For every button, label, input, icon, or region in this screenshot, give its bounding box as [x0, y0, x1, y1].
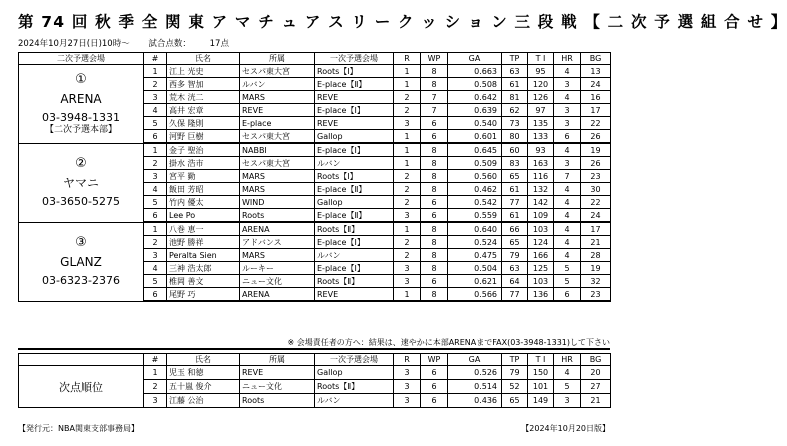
- cell-club: ARENA: [240, 222, 315, 236]
- alt-cell-name: 江藤 公治: [167, 394, 240, 408]
- footer-publisher: 【発行元：NBA関東支部事務局】: [18, 424, 139, 433]
- cell-num: 6: [144, 288, 167, 302]
- cell-hr: 3: [554, 157, 581, 170]
- footer-edition: 【2024年10月20日版】: [521, 424, 610, 433]
- cell-tp: 60: [502, 143, 528, 157]
- cell-bg: 26: [581, 130, 611, 144]
- cell-r: 2: [394, 183, 421, 196]
- cell-hr: 5: [554, 275, 581, 288]
- cell-ti: 142: [528, 196, 554, 209]
- header-row: [19, 53, 611, 65]
- cell-num: 2: [144, 157, 167, 170]
- cell-r: 2: [394, 196, 421, 209]
- cell-bg: 17: [581, 222, 611, 236]
- alt-cell-ti: 150: [528, 366, 554, 380]
- cell-wp: 8: [421, 262, 448, 275]
- alt-cell-prelim: ルバン: [315, 394, 394, 408]
- cell-r: 3: [394, 275, 421, 288]
- cell-wp: 6: [421, 209, 448, 223]
- cell-r: 2: [394, 104, 421, 117]
- cell-tp: 66: [502, 222, 528, 236]
- cell-num: 5: [144, 117, 167, 130]
- cell-tp: 65: [502, 236, 528, 249]
- cell-wp: 8: [421, 288, 448, 302]
- cell-club: WIND: [240, 196, 315, 209]
- cell-ti: 103: [528, 222, 554, 236]
- alt-cell-wp: 6: [421, 380, 448, 394]
- col-wp: WP: [421, 53, 448, 65]
- venue-cell: [19, 143, 144, 222]
- bracket-table: [18, 52, 611, 302]
- col-r: R: [394, 53, 421, 65]
- cell-ga: 0.566: [448, 288, 502, 302]
- alt-cell-prelim: Roots【Ⅱ】: [315, 380, 394, 394]
- cell-name: 荒木 洸二: [167, 91, 240, 104]
- cell-tp: 63: [502, 262, 528, 275]
- cell-wp: 8: [421, 222, 448, 236]
- cell-bg: 22: [581, 196, 611, 209]
- cell-ga: 0.462: [448, 183, 502, 196]
- table-row: [19, 366, 611, 380]
- cell-prelim: ルバン: [315, 249, 394, 262]
- cell-bg: 23: [581, 170, 611, 183]
- cell-club: セスパ東大宮: [240, 130, 315, 144]
- cell-ti: 116: [528, 170, 554, 183]
- cell-name: 久保 隆則: [167, 117, 240, 130]
- cell-club: セスパ東大宮: [240, 157, 315, 170]
- cell-ti: 120: [528, 78, 554, 91]
- col-club: 所属: [240, 53, 315, 65]
- cell-club: E-place: [240, 117, 315, 130]
- venue-cell: [19, 65, 144, 144]
- cell-tp: 77: [502, 288, 528, 302]
- alt-cell-club: REVE: [240, 366, 315, 380]
- cell-hr: 4: [554, 65, 581, 78]
- cell-num: 5: [144, 275, 167, 288]
- cell-ga: 0.559: [448, 209, 502, 223]
- cell-ga: 0.475: [448, 249, 502, 262]
- cell-wp: 8: [421, 249, 448, 262]
- cell-prelim: E-place【Ⅰ】: [315, 236, 394, 249]
- cell-ga: 0.640: [448, 222, 502, 236]
- cell-hr: 7: [554, 170, 581, 183]
- cell-hr: 6: [554, 130, 581, 144]
- alt-cell-r: 3: [394, 380, 421, 394]
- cell-num: 1: [144, 65, 167, 78]
- alt-cell-num: 1: [144, 366, 167, 380]
- cell-prelim: E-place【Ⅰ】: [315, 104, 394, 117]
- cell-hr: 3: [554, 117, 581, 130]
- cell-ti: 93: [528, 143, 554, 157]
- cell-tp: 61: [502, 78, 528, 91]
- cell-club: Roots: [240, 209, 315, 223]
- cell-hr: 5: [554, 262, 581, 275]
- cell-wp: 8: [421, 236, 448, 249]
- cell-wp: 8: [421, 183, 448, 196]
- col-name: 氏名: [167, 53, 240, 65]
- cell-hr: 4: [554, 222, 581, 236]
- cell-wp: 8: [421, 65, 448, 78]
- cell-club: ARENA: [240, 288, 315, 302]
- cell-num: 3: [144, 170, 167, 183]
- alt-cell-tp: 52: [502, 380, 528, 394]
- alt-col-num: #: [144, 354, 167, 366]
- cell-num: 2: [144, 236, 167, 249]
- cell-num: 5: [144, 196, 167, 209]
- cell-num: 1: [144, 143, 167, 157]
- venue-phone: 03-3948-1331: [42, 110, 120, 124]
- alt-cell-ti: 101: [528, 380, 554, 394]
- cell-ga: 0.540: [448, 117, 502, 130]
- cell-name: 竹内 優太: [167, 196, 240, 209]
- alt-col-name: 氏名: [167, 354, 240, 366]
- alt-col-r: R: [394, 354, 421, 366]
- cell-ti: 97: [528, 104, 554, 117]
- page-title: 第 74 回 秋 季 全 関 東 ア マ チ ュ ア ス リ ー ク ッ シ ョ ン 三 段 戦 【 二 次 予 選 組 合 せ 】: [18, 13, 787, 31]
- cell-hr: 4: [554, 249, 581, 262]
- alt-cell-num: 3: [144, 394, 167, 408]
- cell-wp: 6: [421, 275, 448, 288]
- cell-ti: 135: [528, 117, 554, 130]
- venue-phone: 03-6323-2376: [42, 274, 120, 288]
- alt-cell-name: 児玉 和徳: [167, 366, 240, 380]
- cell-prelim: REVE: [315, 288, 394, 302]
- section-divider: [18, 348, 610, 350]
- cell-ga: 0.645: [448, 143, 502, 157]
- cell-tp: 77: [502, 196, 528, 209]
- venue-symbol: ①: [75, 71, 87, 87]
- cell-bg: 19: [581, 262, 611, 275]
- cell-tp: 83: [502, 157, 528, 170]
- col-hr: HR: [554, 53, 581, 65]
- cell-prelim: ルバン: [315, 157, 394, 170]
- cell-club: MARS: [240, 91, 315, 104]
- cell-ti: 95: [528, 65, 554, 78]
- alt-cell-hr: 5: [554, 380, 581, 394]
- cell-ga: 0.524: [448, 236, 502, 249]
- cell-hr: 4: [554, 143, 581, 157]
- cell-prelim: E-place【Ⅱ】: [315, 209, 394, 223]
- cell-tp: 73: [502, 117, 528, 130]
- col-prelim: 一次予選会場: [315, 53, 394, 65]
- cell-ti: 124: [528, 236, 554, 249]
- col-ti: T I: [528, 53, 554, 65]
- cell-num: 3: [144, 249, 167, 262]
- alt-cell-hr: 4: [554, 366, 581, 380]
- cell-prelim: REVE: [315, 91, 394, 104]
- cell-ti: 103: [528, 275, 554, 288]
- alt-col-club: 所属: [240, 354, 315, 366]
- alt-cell-bg: 27: [581, 380, 611, 394]
- alt-col-hr: HR: [554, 354, 581, 366]
- cell-bg: 22: [581, 117, 611, 130]
- cell-bg: 13: [581, 65, 611, 78]
- notice-text: ※ 会場責任者の方へ：結果は、速やかに本部ARENAまでFAX(03-3948-1331)して下さい: [287, 338, 610, 347]
- cell-name: 三神 浩太郎: [167, 262, 240, 275]
- cell-bg: 17: [581, 104, 611, 117]
- table-row: [19, 65, 611, 78]
- cell-bg: 21: [581, 236, 611, 249]
- cell-name: 掛水 浩市: [167, 157, 240, 170]
- cell-tp: 61: [502, 183, 528, 196]
- cell-ga: 0.542: [448, 196, 502, 209]
- alt-cell-prelim: Gallop: [315, 366, 394, 380]
- cell-name: 江上 光史: [167, 65, 240, 78]
- cell-name: Lee Po: [167, 209, 240, 223]
- cell-prelim: Gallop: [315, 130, 394, 144]
- cell-r: 3: [394, 262, 421, 275]
- cell-hr: 4: [554, 236, 581, 249]
- venue-name: ARENA: [60, 91, 102, 106]
- cell-wp: 6: [421, 117, 448, 130]
- cell-tp: 63: [502, 65, 528, 78]
- cell-hr: 3: [554, 78, 581, 91]
- cell-num: 6: [144, 130, 167, 144]
- cell-wp: 7: [421, 104, 448, 117]
- cell-name: 池野 勝祥: [167, 236, 240, 249]
- alt-cell-wp: 6: [421, 366, 448, 380]
- cell-r: 2: [394, 170, 421, 183]
- cell-wp: 6: [421, 130, 448, 144]
- cell-club: MARS: [240, 183, 315, 196]
- table-row: [19, 222, 611, 236]
- cell-num: 2: [144, 78, 167, 91]
- alt-col-tp: TP: [502, 354, 528, 366]
- cell-name: 高井 宏章: [167, 104, 240, 117]
- alt-col-prelim: 一次予選会場: [315, 354, 394, 366]
- cell-r: 1: [394, 65, 421, 78]
- cell-name: 飯田 芳昭: [167, 183, 240, 196]
- col-num: #: [144, 53, 167, 65]
- alt-cell-bg: 20: [581, 366, 611, 380]
- alt-cell-wp: 6: [421, 394, 448, 408]
- cell-prelim: Roots【Ⅱ】: [315, 222, 394, 236]
- cell-bg: 28: [581, 249, 611, 262]
- alt-header-row: [19, 354, 611, 366]
- venue-symbol: ③: [75, 235, 87, 250]
- footer: [18, 423, 610, 434]
- alt-cell-ga: 0.526: [448, 366, 502, 380]
- alt-cell-name: 五十嵐 俊介: [167, 380, 240, 394]
- cell-r: 2: [394, 91, 421, 104]
- col-ga: GA: [448, 53, 502, 65]
- cell-ti: 133: [528, 130, 554, 144]
- event-meta: [18, 37, 245, 49]
- cell-ti: 132: [528, 183, 554, 196]
- cell-hr: 4: [554, 196, 581, 209]
- alternates-table: [18, 353, 611, 408]
- cell-tp: 81: [502, 91, 528, 104]
- col-bg: BG: [581, 53, 611, 65]
- cell-name: 八巻 恵一: [167, 222, 240, 236]
- cell-r: 1: [394, 143, 421, 157]
- alt-col-ti: T I: [528, 354, 554, 366]
- cell-prelim: E-place【Ⅱ】: [315, 78, 394, 91]
- cell-r: 1: [394, 130, 421, 144]
- cell-hr: 4: [554, 91, 581, 104]
- cell-num: 4: [144, 183, 167, 196]
- cell-ga: 0.642: [448, 91, 502, 104]
- cell-ti: 136: [528, 288, 554, 302]
- cell-club: ルーキー: [240, 262, 315, 275]
- cell-bg: 16: [581, 91, 611, 104]
- cell-hr: 4: [554, 209, 581, 223]
- cell-r: 2: [394, 249, 421, 262]
- cell-ti: 109: [528, 209, 554, 223]
- alt-cell-ga: 0.514: [448, 380, 502, 394]
- event-date: 2024年10月27日(日)10時～: [18, 39, 130, 49]
- alternates-label: 次点順位: [19, 366, 144, 408]
- cell-bg: 23: [581, 288, 611, 302]
- cell-name: 金子 聖治: [167, 143, 240, 157]
- cell-wp: 8: [421, 170, 448, 183]
- alt-cell-tp: 65: [502, 394, 528, 408]
- cell-r: 1: [394, 288, 421, 302]
- cell-club: セスパ東大宮: [240, 65, 315, 78]
- alt-cell-bg: 21: [581, 394, 611, 408]
- alt-cell-ga: 0.436: [448, 394, 502, 408]
- cell-ti: 166: [528, 249, 554, 262]
- venue-name: GLANZ: [60, 255, 102, 270]
- alt-col-ga: GA: [448, 354, 502, 366]
- cell-name: 西多 智加: [167, 78, 240, 91]
- cell-ga: 0.509: [448, 157, 502, 170]
- cell-tp: 61: [502, 209, 528, 223]
- cell-prelim: Roots【Ⅱ】: [315, 275, 394, 288]
- cell-bg: 24: [581, 209, 611, 223]
- alt-cell-tp: 79: [502, 366, 528, 380]
- cell-ti: 125: [528, 262, 554, 275]
- alt-col-wp: WP: [421, 354, 448, 366]
- cell-club: MARS: [240, 249, 315, 262]
- venue-symbol: ②: [75, 156, 87, 171]
- col-venue: 二次予選会場: [19, 53, 144, 65]
- cell-hr: 3: [554, 104, 581, 117]
- cell-wp: 8: [421, 78, 448, 91]
- venue-note: 【二次予選本部】: [44, 124, 117, 135]
- cell-bg: 19: [581, 143, 611, 157]
- cell-club: NABBI: [240, 143, 315, 157]
- cell-prelim: E-place【Ⅱ】: [315, 183, 394, 196]
- alt-cell-r: 3: [394, 366, 421, 380]
- cell-prelim: Roots【Ⅰ】: [315, 65, 394, 78]
- cell-tp: 79: [502, 249, 528, 262]
- cell-num: 4: [144, 262, 167, 275]
- venue-cell: [19, 222, 144, 301]
- cell-ti: 126: [528, 91, 554, 104]
- cell-club: ルバン: [240, 78, 315, 91]
- cell-r: 1: [394, 157, 421, 170]
- table-row: [19, 143, 611, 157]
- cell-prelim: E-place【Ⅰ】: [315, 262, 394, 275]
- cell-r: 2: [394, 236, 421, 249]
- cell-r: 1: [394, 222, 421, 236]
- cell-ga: 0.621: [448, 275, 502, 288]
- alt-cell-club: ニュー文化: [240, 380, 315, 394]
- cell-club: MARS: [240, 170, 315, 183]
- cell-name: 宮平 勤: [167, 170, 240, 183]
- cell-r: 3: [394, 117, 421, 130]
- cell-club: REVE: [240, 104, 315, 117]
- cell-club: ニュー文化: [240, 275, 315, 288]
- cell-tp: 64: [502, 275, 528, 288]
- matches-label: 試合点数：: [148, 39, 191, 49]
- cell-ga: 0.504: [448, 262, 502, 275]
- cell-num: 3: [144, 91, 167, 104]
- alt-col-blank: [19, 354, 144, 366]
- cell-ga: 0.508: [448, 78, 502, 91]
- cell-name: 椎岡 善文: [167, 275, 240, 288]
- alt-cell-num: 2: [144, 380, 167, 394]
- cell-wp: 8: [421, 157, 448, 170]
- cell-tp: 62: [502, 104, 528, 117]
- cell-ga: 0.639: [448, 104, 502, 117]
- venue-name: ヤマニ: [62, 176, 99, 191]
- cell-num: 4: [144, 104, 167, 117]
- cell-wp: 8: [421, 143, 448, 157]
- cell-ti: 163: [528, 157, 554, 170]
- alt-cell-hr: 3: [554, 394, 581, 408]
- cell-hr: 4: [554, 183, 581, 196]
- cell-prelim: Roots【Ⅰ】: [315, 170, 394, 183]
- cell-name: Peralta Sien: [167, 249, 240, 262]
- cell-prelim: Gallop: [315, 196, 394, 209]
- cell-r: 1: [394, 78, 421, 91]
- cell-tp: 65: [502, 170, 528, 183]
- cell-bg: 24: [581, 78, 611, 91]
- cell-num: 1: [144, 222, 167, 236]
- cell-ga: 0.601: [448, 130, 502, 144]
- alt-cell-r: 3: [394, 394, 421, 408]
- cell-wp: 6: [421, 196, 448, 209]
- alt-col-bg: BG: [581, 354, 611, 366]
- col-tp: TP: [502, 53, 528, 65]
- cell-prelim: E-place【Ⅰ】: [315, 143, 394, 157]
- cell-bg: 30: [581, 183, 611, 196]
- matches-value: 17点: [209, 39, 229, 49]
- cell-prelim: REVE: [315, 117, 394, 130]
- cell-num: 6: [144, 209, 167, 223]
- alt-cell-club: Roots: [240, 394, 315, 408]
- cell-tp: 80: [502, 130, 528, 144]
- alt-cell-ti: 149: [528, 394, 554, 408]
- cell-r: 3: [394, 209, 421, 223]
- cell-name: 河野 巨樹: [167, 130, 240, 144]
- cell-hr: 6: [554, 288, 581, 302]
- cell-wp: 7: [421, 91, 448, 104]
- cell-ga: 0.560: [448, 170, 502, 183]
- cell-bg: 26: [581, 157, 611, 170]
- venue-phone: 03-3650-5275: [42, 195, 120, 209]
- cell-name: 尾野 巧: [167, 288, 240, 302]
- cell-ga: 0.663: [448, 65, 502, 78]
- cell-bg: 32: [581, 275, 611, 288]
- cell-club: アドバンス: [240, 236, 315, 249]
